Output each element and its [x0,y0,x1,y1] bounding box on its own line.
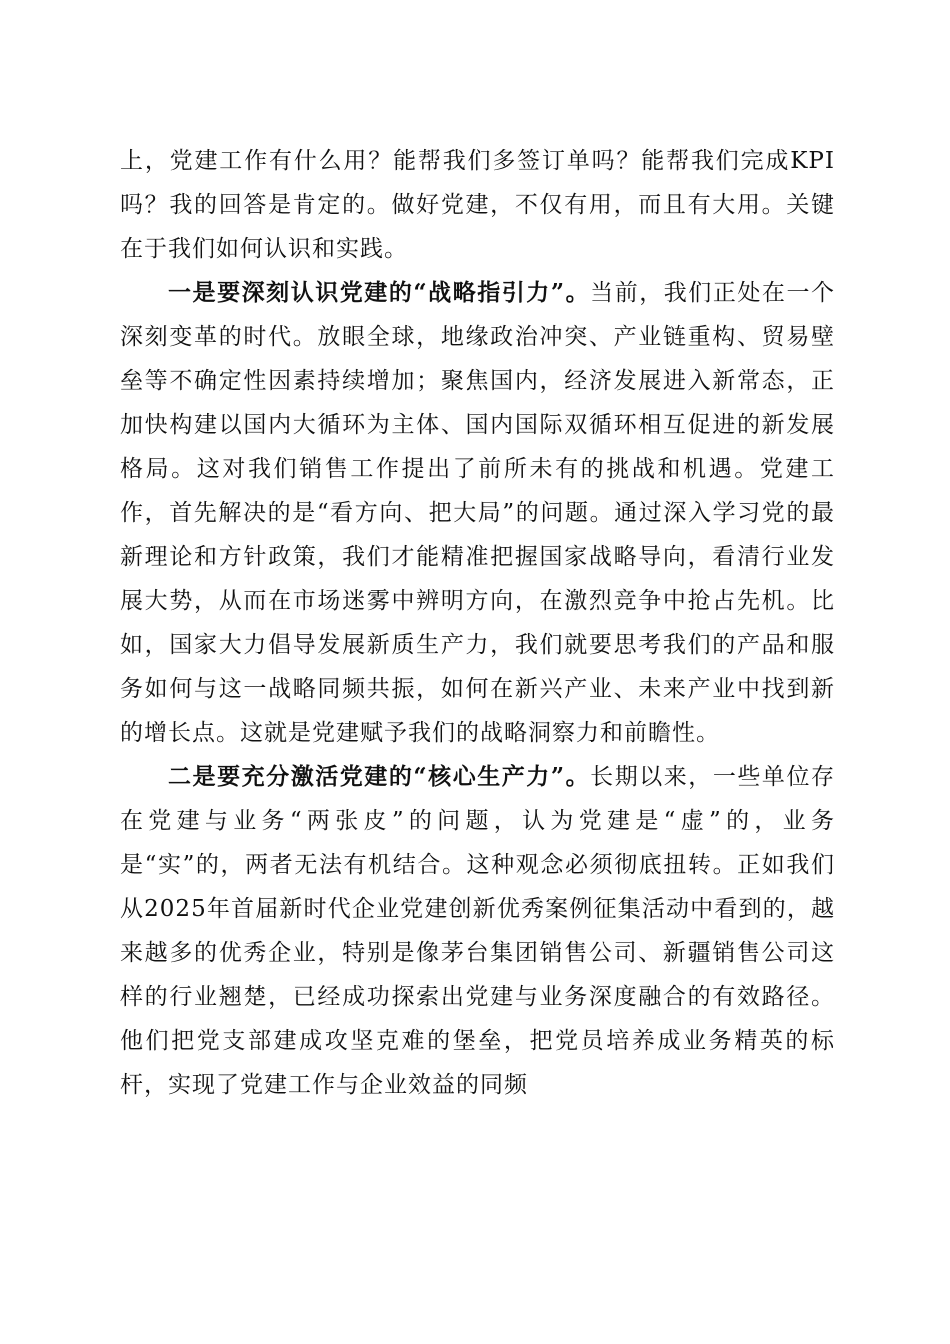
paragraph-strategic-guidance [120,271,835,755]
paragraph-lead: 二是要充分激活党建的“核心生产力”。 [168,763,591,790]
paragraph-text: 长期以来，一些单位存在党建与业务“两张皮”的问题，认为党建是“虚”的，业务是“实”的，两者无法有机结合。这种观念必须彻底扭转。正如我们从2025年首届新时代企业党建创新优秀案例征集活动中看到的，越来越多的优秀企业，特别是像茅台集团销售公司、新疆销售公司这样的行业翘楚，已经成功探索出党建与业务深度融合的有效路径。他们把党支部建成攻坚克难的堡垒，把党员培养成业务精英的标杆，实现了党建工作与企业效益的同频 [120,764,836,1098]
paragraph-text: 上，党建工作有什么用？能帮我们多签订单吗？能帮我们完成KPI吗？我的回答是肯定的。做好党建，不仅有用，而且有大用。关键在于我们如何认识和实践。 [120,148,835,262]
paragraph-lead: 一是要深刻认识党建的“战略指引力”。 [168,279,591,306]
paragraph-text: 当前，我们正处在一个深刻变革的时代。放眼全球，地缘政治冲突、产业链重构、贸易壁垒等不确定性因素持续增加；聚焦国内，经济发展进入新常态，正加快构建以国内大循环为主体、国内国际双循环相互促进的新发展格局。这对我们销售工作提出了前所未有的挑战和机遇。党建工作，首先解决的是“看方向、把大局”的问题。通过深入学习党的最新理论和方针政策，我们才能精准把握国家战略导向，看清行业发展大势，从而在市场迷雾中辨明方向，在激烈竞争中抢占先机。比如，国家大力倡导发展新质生产力，我们就要思考我们的产品和服务如何与这一战略同频共振，如何在新兴产业、未来产业中找到新的增长点。这就是党建赋予我们的战略洞察力和前瞻性。 [120,280,836,746]
paragraph-core-productivity [120,755,835,1107]
document-body [120,139,835,1107]
paragraph-continuation [120,139,835,271]
